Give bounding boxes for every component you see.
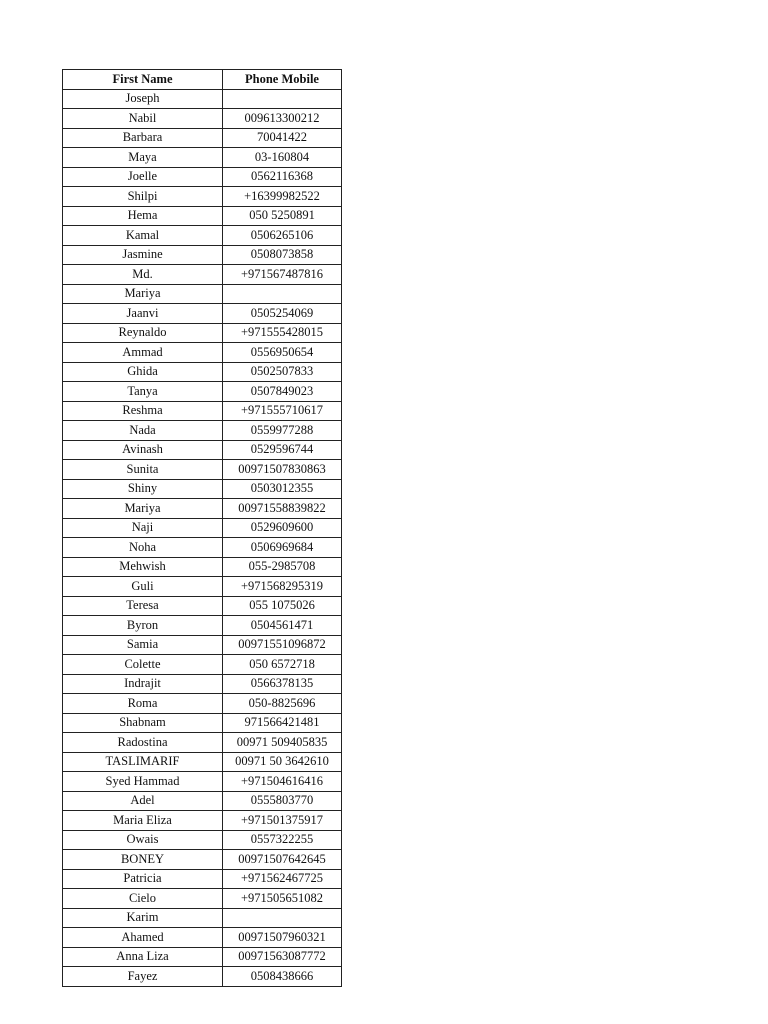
table-row: [63, 460, 342, 480]
phone-mobile-cell: 0502507833: [223, 362, 342, 382]
phone-mobile-cell: +971504616416: [223, 772, 342, 792]
first-name-cell: Avinash: [63, 440, 223, 460]
header-row: [63, 70, 342, 90]
phone-mobile-cell: +971501375917: [223, 811, 342, 831]
phone-mobile-cell: 0506265106: [223, 226, 342, 246]
table-row: [63, 440, 342, 460]
phone-mobile-cell: 03-160804: [223, 148, 342, 168]
first-name-cell: Jaanvi: [63, 304, 223, 324]
first-name-cell: Shabnam: [63, 713, 223, 733]
table-body: [63, 89, 342, 986]
table-row: [63, 265, 342, 285]
table-row: [63, 869, 342, 889]
table-row: [63, 187, 342, 207]
phone-mobile-cell: 00971507642645: [223, 850, 342, 870]
table-row: [63, 889, 342, 909]
table-row: [63, 850, 342, 870]
first-name-cell: Jasmine: [63, 245, 223, 265]
table-row: [63, 772, 342, 792]
phone-mobile-cell: 70041422: [223, 128, 342, 148]
phone-mobile-cell: +971555710617: [223, 401, 342, 421]
table-row: [63, 479, 342, 499]
phone-mobile-cell: 00971563087772: [223, 947, 342, 967]
table-row: [63, 206, 342, 226]
first-name-cell: Adel: [63, 791, 223, 811]
phone-mobile-cell: 050 5250891: [223, 206, 342, 226]
first-name-cell: Roma: [63, 694, 223, 714]
phone-mobile-cell: 009613300212: [223, 109, 342, 129]
first-name-cell: Reynaldo: [63, 323, 223, 343]
phone-mobile-cell: 00971507960321: [223, 928, 342, 948]
phone-mobile-cell: 0507849023: [223, 382, 342, 402]
table-row: [63, 733, 342, 753]
table-row: [63, 752, 342, 772]
first-name-cell: Ammad: [63, 343, 223, 363]
first-name-cell: Anna Liza: [63, 947, 223, 967]
first-name-cell: Hema: [63, 206, 223, 226]
column-header-phone-mobile: Phone Mobile: [223, 70, 342, 90]
first-name-cell: Shilpi: [63, 187, 223, 207]
phone-mobile-cell: 0508073858: [223, 245, 342, 265]
first-name-cell: TASLIMARIF: [63, 752, 223, 772]
table-row: [63, 635, 342, 655]
first-name-cell: Sunita: [63, 460, 223, 480]
table-row: [63, 89, 342, 109]
table-row: [63, 421, 342, 441]
phone-mobile-cell: 050 6572718: [223, 655, 342, 675]
first-name-cell: Tanya: [63, 382, 223, 402]
phone-mobile-cell: 0557322255: [223, 830, 342, 850]
first-name-cell: Nada: [63, 421, 223, 441]
phone-mobile-cell: 00971558839822: [223, 499, 342, 519]
first-name-cell: Joseph: [63, 89, 223, 109]
table-row: [63, 518, 342, 538]
phone-mobile-cell: 00971551096872: [223, 635, 342, 655]
table-row: [63, 382, 342, 402]
contacts-table: [62, 69, 342, 987]
phone-mobile-cell: 0504561471: [223, 616, 342, 636]
first-name-cell: Fayez: [63, 967, 223, 987]
table-row: [63, 967, 342, 987]
first-name-cell: Samia: [63, 635, 223, 655]
first-name-cell: Syed Hammad: [63, 772, 223, 792]
table-row: [63, 577, 342, 597]
phone-mobile-cell: +971562467725: [223, 869, 342, 889]
phone-mobile-cell: 0559977288: [223, 421, 342, 441]
first-name-cell: Patricia: [63, 869, 223, 889]
first-name-cell: Teresa: [63, 596, 223, 616]
contacts-sheet: [62, 69, 342, 987]
table-row: [63, 226, 342, 246]
first-name-cell: Barbara: [63, 128, 223, 148]
first-name-cell: Maria Eliza: [63, 811, 223, 831]
phone-mobile-cell: 0529596744: [223, 440, 342, 460]
table-row: [63, 499, 342, 519]
phone-mobile-cell: +971555428015: [223, 323, 342, 343]
phone-mobile-cell: +971568295319: [223, 577, 342, 597]
phone-mobile-cell: +971505651082: [223, 889, 342, 909]
first-name-cell: Mariya: [63, 499, 223, 519]
table-row: [63, 245, 342, 265]
first-name-cell: Karim: [63, 908, 223, 928]
phone-mobile-cell: 0555803770: [223, 791, 342, 811]
first-name-cell: Ghida: [63, 362, 223, 382]
first-name-cell: Noha: [63, 538, 223, 558]
table-row: [63, 694, 342, 714]
table-row: [63, 655, 342, 675]
table-row: [63, 109, 342, 129]
first-name-cell: Maya: [63, 148, 223, 168]
table-row: [63, 557, 342, 577]
phone-mobile-cell: 0556950654: [223, 343, 342, 363]
phone-mobile-cell: 00971 509405835: [223, 733, 342, 753]
phone-mobile-cell: [223, 284, 342, 304]
first-name-cell: Kamal: [63, 226, 223, 246]
table-row: [63, 148, 342, 168]
first-name-cell: Mehwish: [63, 557, 223, 577]
phone-mobile-cell: 0505254069: [223, 304, 342, 324]
first-name-cell: Indrajit: [63, 674, 223, 694]
phone-mobile-cell: 0508438666: [223, 967, 342, 987]
column-header-first-name: First Name: [63, 70, 223, 90]
phone-mobile-cell: 0503012355: [223, 479, 342, 499]
first-name-cell: Md.: [63, 265, 223, 285]
table-row: [63, 713, 342, 733]
first-name-cell: Ahamed: [63, 928, 223, 948]
table-row: [63, 616, 342, 636]
first-name-cell: Colette: [63, 655, 223, 675]
table-row: [63, 811, 342, 831]
table-row: [63, 674, 342, 694]
phone-mobile-cell: 00971 50 3642610: [223, 752, 342, 772]
first-name-cell: Naji: [63, 518, 223, 538]
table-row: [63, 128, 342, 148]
table-row: [63, 304, 342, 324]
phone-mobile-cell: 055-2985708: [223, 557, 342, 577]
phone-mobile-cell: +971567487816: [223, 265, 342, 285]
phone-mobile-cell: [223, 908, 342, 928]
first-name-cell: Cielo: [63, 889, 223, 909]
phone-mobile-cell: 0529609600: [223, 518, 342, 538]
first-name-cell: Shiny: [63, 479, 223, 499]
first-name-cell: Radostina: [63, 733, 223, 753]
table-row: [63, 791, 342, 811]
phone-mobile-cell: 055 1075026: [223, 596, 342, 616]
first-name-cell: Owais: [63, 830, 223, 850]
phone-mobile-cell: 050-8825696: [223, 694, 342, 714]
first-name-cell: Joelle: [63, 167, 223, 187]
table-row: [63, 908, 342, 928]
table-row: [63, 362, 342, 382]
first-name-cell: Byron: [63, 616, 223, 636]
table-row: [63, 323, 342, 343]
phone-mobile-cell: 0562116368: [223, 167, 342, 187]
table-row: [63, 830, 342, 850]
phone-mobile-cell: 971566421481: [223, 713, 342, 733]
table-row: [63, 167, 342, 187]
table-row: [63, 947, 342, 967]
table-row: [63, 401, 342, 421]
table-row: [63, 343, 342, 363]
first-name-cell: BONEY: [63, 850, 223, 870]
table-row: [63, 284, 342, 304]
table-row: [63, 538, 342, 558]
phone-mobile-cell: 00971507830863: [223, 460, 342, 480]
first-name-cell: Mariya: [63, 284, 223, 304]
first-name-cell: Nabil: [63, 109, 223, 129]
phone-mobile-cell: +16399982522: [223, 187, 342, 207]
first-name-cell: Guli: [63, 577, 223, 597]
first-name-cell: Reshma: [63, 401, 223, 421]
table-row: [63, 928, 342, 948]
phone-mobile-cell: 0566378135: [223, 674, 342, 694]
phone-mobile-cell: [223, 89, 342, 109]
phone-mobile-cell: 0506969684: [223, 538, 342, 558]
table-row: [63, 596, 342, 616]
